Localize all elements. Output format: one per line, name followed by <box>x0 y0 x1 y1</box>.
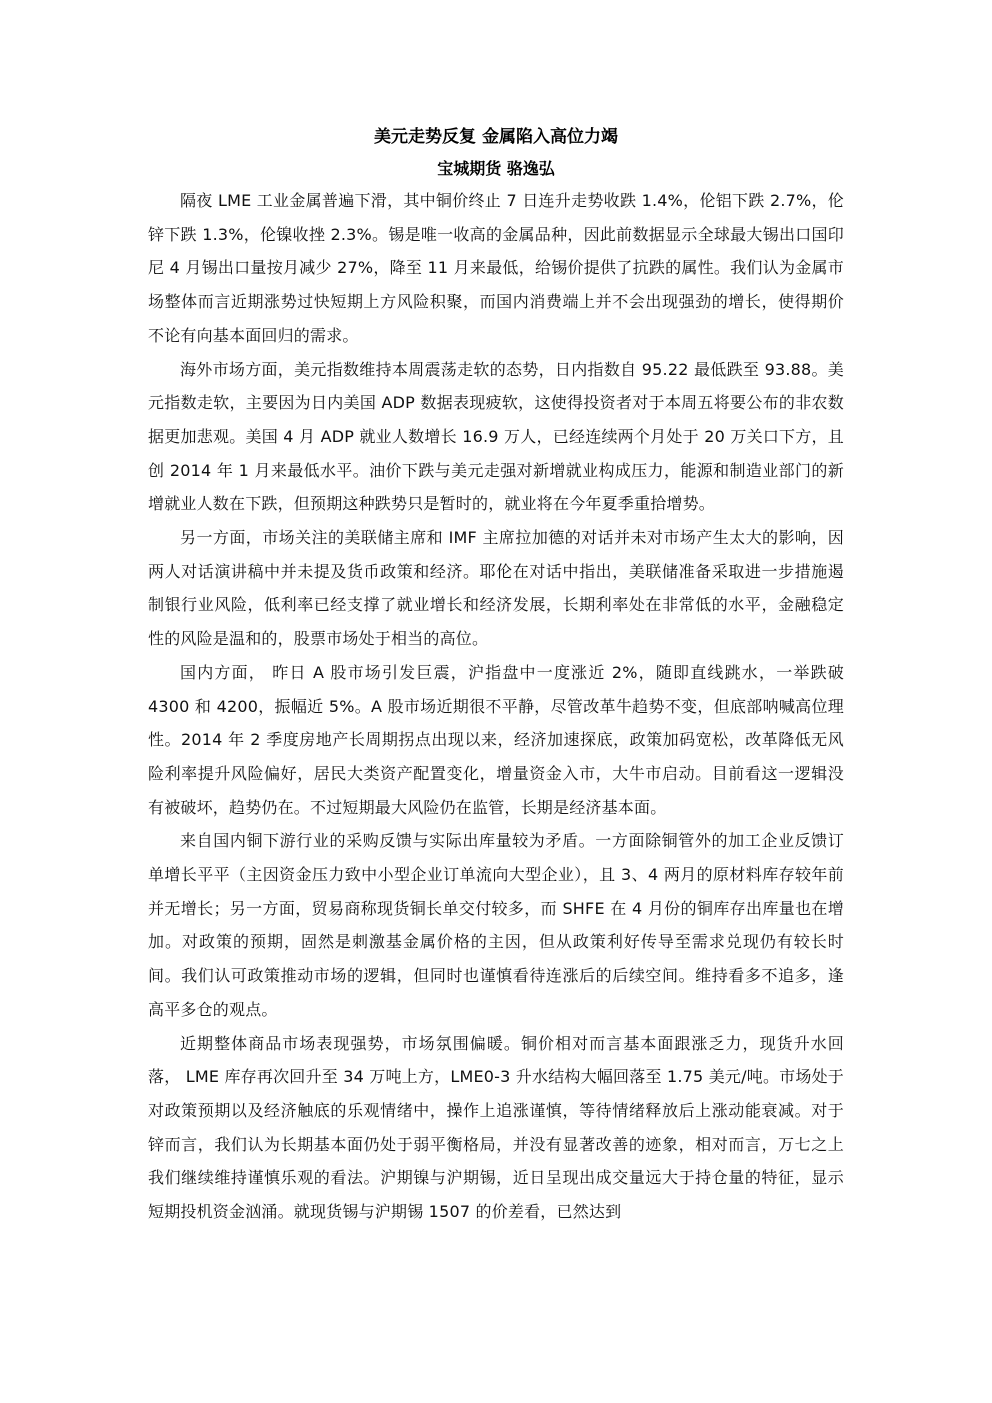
document-page <box>148 120 844 1229</box>
document-title: 美元走势反复 金属陷入高位力竭 <box>374 127 618 147</box>
paragraph-2: 海外市场方面，美元指数维持本周震荡走软的态势，日内指数自 95.22 最低跌至 93.88。美元指数走软，主要因为日内美国 ADP 数据表现疲软，这使得投资者对于本周五将要公布的非农数据更加悲观。美国 4 月 ADP 就业人数增长 16.9 万人，已经连续两个月处于 20 万关口下方，且创 2014 年 1 月来最低水平。油价下跌与美元走强对新增就业构成压力，能源和制造业部门的新增就业人数在下跌，但预期这种跌势只是暂时的，就业将在今年夏季重拾增势。 <box>148 359 844 514</box>
paragraph-6: 近期整体商品市场表现强势，市场氛围偏暖。铜价相对而言基本面跟涨乏力，现货升水回落， LME 库存再次回升至 34 万吨上方，LME0-3 升水结构大幅回落至 1.75 美元/吨。市场处于对政策预期以及经济触底的乐观情绪中，操作上追涨谨慎，等待情绪释放后上涨动能衰减。对于锌而言，我们认为长期基本面仍处于弱平衡格局，并没有显著改善的迹象，相对而言，万七之上我们继续维持谨慎乐观的看法。沪期镍与沪期锡，近日呈现出成交量远大于持仓量的特征，显示短期投机资金汹涌。就现货锡与沪期锡 1507 的价差看，已然达到 <box>148 1033 844 1222</box>
paragraph-3: 另一方面，市场关注的美联储主席和 IMF 主席拉加德的对话并未对市场产生太大的影响，因两人对话演讲稿中并未提及货币政策和经济。耶伦在对话中指出，美联储准备采取进一步措施遏制银行业风险，低利率已经支撑了就业增长和经济发展，长期利率处在非常低的水平，金融稳定性的风险是温和的，股票市场处于相当的高位。 <box>148 528 844 649</box>
paragraph-5: 来自国内铜下游行业的采购反馈与实际出库量较为矛盾。一方面除铜管外的加工企业反馈订单增长平平（主因资金压力致中小型企业订单流向大型企业），且 3、4 两月的原材料库存较年前并无增长；另一方面，贸易商称现货铜长单交付较多，而 SHFE 在 4 月份的铜库存出库量也在增加。对政策的预期，固然是刺激基金属价格的主因，但从政策利好传导至需求兑现仍有较长时间。我们认可政策推动市场的逻辑，但同时也谨慎看待连涨后的后续空间。维持看多不追多，逢高平多仓的观点。 <box>148 831 844 1019</box>
paragraph-1: 隔夜 LME 工业金属普遍下滑，其中铜价终止 7 日连升走势收跌 1.4%，伦铝下跌 2.7%，伦锌下跌 1.3%，伦镍收挫 2.3%。锡是唯一收高的金属品种，因此前数据显示全球最大锡出口国印尼 4 月锡出口量按月减少 27%，降至 11 月来最低，给锡价提供了抗跌的属性。我们认为金属市场整体而言近期涨势过快短期上方风险积聚，而国内消费端上并不会出现强劲的增长，使得期价不论有向基本面回归的需求。 <box>148 191 844 345</box>
document-author: 宝城期货 骆逸弘 <box>437 159 555 178</box>
paragraph-4: 国内方面， 昨日 A 股市场引发巨震，沪指盘中一度涨近 2%，随即直线跳水，一举跌破 4300 和 4200，振幅近 5%。A 股市场近期很不平静，尽管改革牛趋势不变，但底部呐喊高位理性。2014 年 2 季度房地产长周期拐点出现以来，经济加速探底，政策加码宽松，改革降低无风险利率提升风险偏好，居民大类资产配置变化，增量资金入市，大牛市启动。目前看这一逻辑没有被破坏，趋势仍在。不过短期最大风险仍在监管，长期是经济基本面。 <box>148 662 844 817</box>
